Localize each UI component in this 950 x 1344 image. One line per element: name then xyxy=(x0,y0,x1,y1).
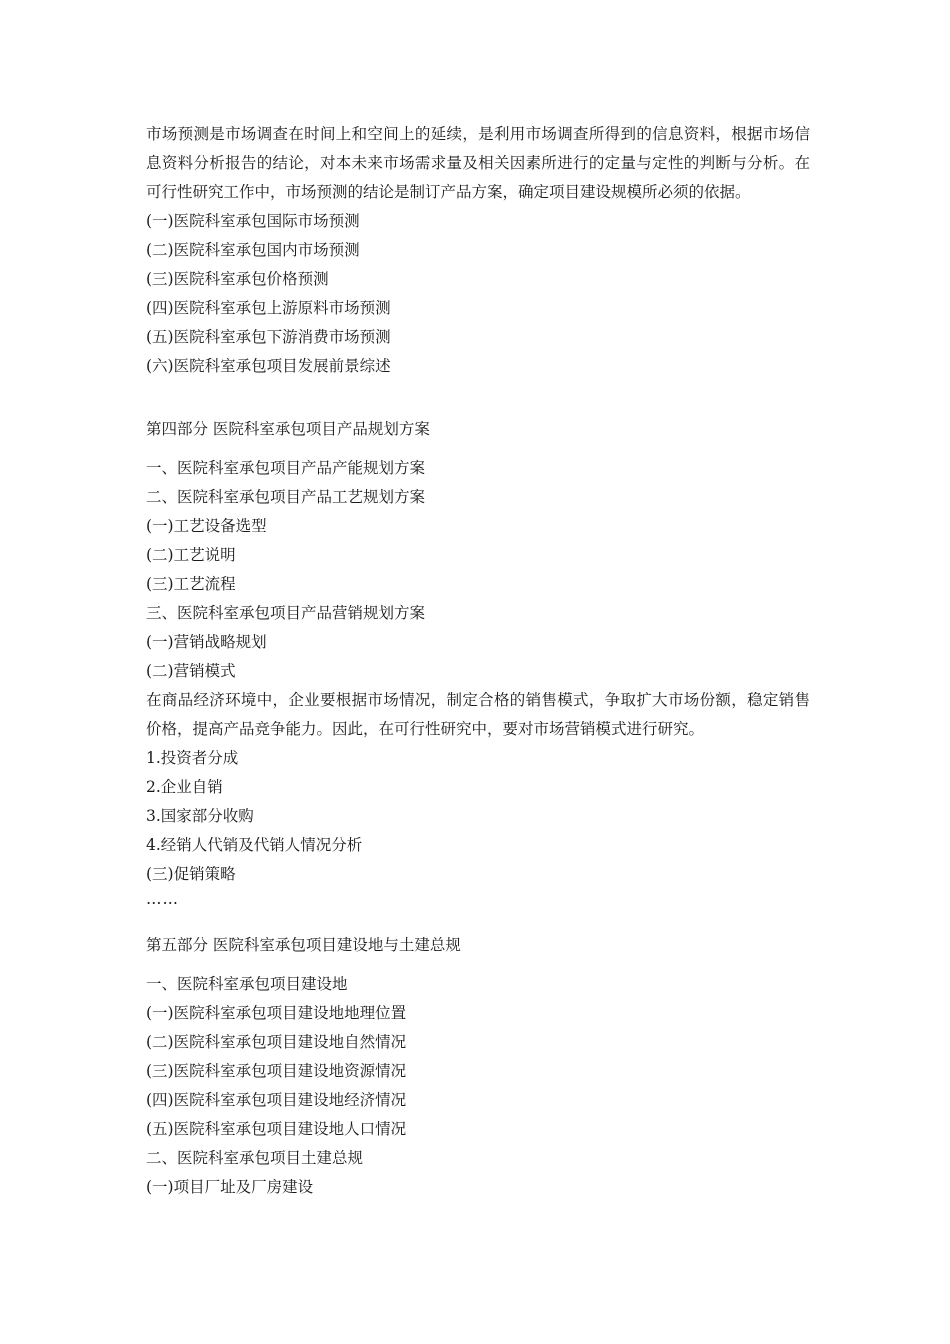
list-item: (二)工艺说明 xyxy=(146,546,236,564)
list-item: (五)医院科室承包项目建设地人口情况 xyxy=(146,1120,407,1138)
list-item: 二、医院科室承包项目土建总规 xyxy=(146,1149,364,1167)
list-item: 一、医院科室承包项目建设地 xyxy=(146,975,348,993)
list-item: (一)营销战略规划 xyxy=(146,633,267,651)
list-item: (二)营销模式 xyxy=(146,662,236,680)
ellipsis: …… xyxy=(146,890,179,908)
list-item: 二、医院科室承包项目产品工艺规划方案 xyxy=(146,488,426,506)
list-item: 三、医院科室承包项目产品营销规划方案 xyxy=(146,604,426,622)
list-item: (三)工艺流程 xyxy=(146,575,236,593)
list-item: (一)项目厂址及厂房建设 xyxy=(146,1178,314,1196)
list-item: (一)医院科室承包国际市场预测 xyxy=(146,212,360,230)
document-page xyxy=(146,120,810,1202)
list-item: (六)医院科室承包项目发展前景综述 xyxy=(146,357,391,375)
list-item: (一)医院科室承包项目建设地地理位置 xyxy=(146,1004,407,1022)
list-item: 2.企业自销 xyxy=(146,778,223,796)
list-item: (二)医院科室承包项目建设地自然情况 xyxy=(146,1033,407,1051)
list-item: (一)工艺设备选型 xyxy=(146,517,267,535)
list-item: 3.国家部分收购 xyxy=(146,807,254,825)
list-item: (三)医院科室承包项目建设地资源情况 xyxy=(146,1062,407,1080)
section-title-part5: 第五部分 医院科室承包项目建设地与土建总规 xyxy=(146,936,461,954)
intro-paragraph: 市场预测是市场调查在时间上和空间上的延续，是利用市场调查所得到的信息资料，根据市场信息资料分析报告的结论，对本未来市场需求量及相关因素所进行的定量与定性的判断与分析。在可行性研究工作中，市场预测的结论是制订产品方案，确定项目建设规模所必须的依据。 xyxy=(146,125,810,201)
list-item: (二)医院科室承包国内市场预测 xyxy=(146,241,360,259)
list-item: 1.投资者分成 xyxy=(146,749,239,767)
list-item: (三)促销策略 xyxy=(146,865,236,883)
list-item: (五)医院科室承包下游消费市场预测 xyxy=(146,328,391,346)
list-item: 4.经销人代销及代销人情况分析 xyxy=(146,836,363,854)
list-item: (四)医院科室承包项目建设地经济情况 xyxy=(146,1091,407,1109)
list-item: (四)医院科室承包上游原料市场预测 xyxy=(146,299,391,317)
list-item: (三)医院科室承包价格预测 xyxy=(146,270,329,288)
list-item: 一、医院科室承包项目产品产能规划方案 xyxy=(146,459,426,477)
marketing-paragraph: 在商品经济环境中，企业要根据市场情况，制定合格的销售模式，争取扩大市场份额，稳定销售价格，提高产品竞争能力。因此，在可行性研究中，要对市场营销模式进行研究。 xyxy=(146,691,810,738)
section-title-part4: 第四部分 医院科室承包项目产品规划方案 xyxy=(146,420,430,438)
